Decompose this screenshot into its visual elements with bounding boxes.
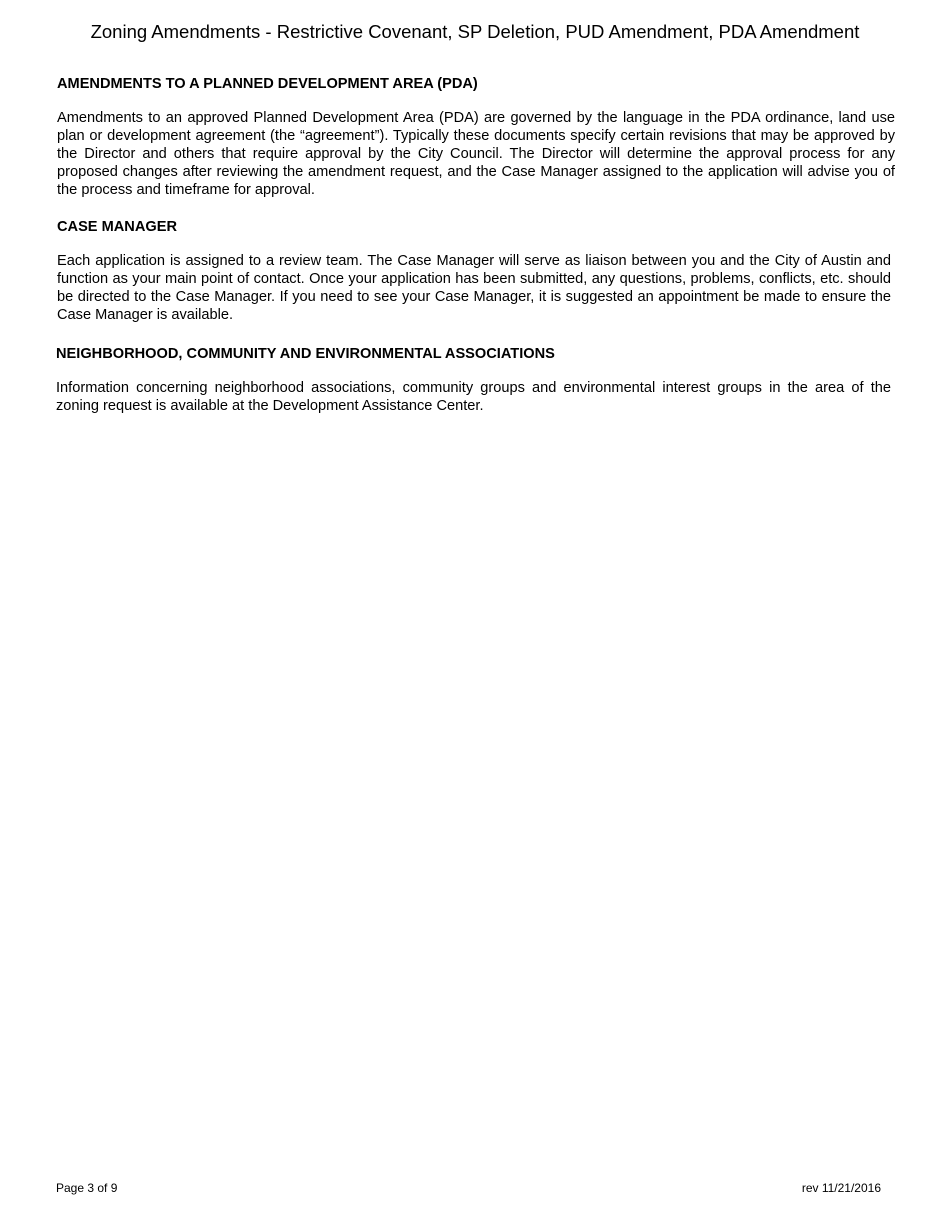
section-associations: [56, 345, 891, 415]
section-body: Information concerning neighborhood associations, community groups and environmental interest groups in the area of the zoning request is available at the Development Assistance Center.: [56, 380, 891, 414]
section-body: Each application is assigned to a review team. The Case Manager will serve as liaison between you and the City of Austin and function as your main point of contact. Once your application has been submitted, any questions, problems, conflicts, etc. should be directed to the Case Manager. If you need to see your Case Manager, it is suggested an appointment be made to ensure the Case Manager is available.: [57, 253, 891, 323]
section-heading: CASE MANAGER: [57, 219, 177, 235]
section-heading: AMENDMENTS TO A PLANNED DEVELOPMENT AREA (PDA): [57, 76, 478, 92]
section-pda-amendments: [57, 75, 895, 199]
page-title: Zoning Amendments - Restrictive Covenant, SP Deletion, PUD Amendment, PDA Amendment: [90, 21, 860, 42]
section-body: Amendments to an approved Planned Development Area (PDA) are governed by the language in the PDA ordinance, land use plan or development agreement (the “agreement”). Typically these documents specify certain revisions that may be approved by the Director and others that require approval by the City Council. The Director will determine the approval process for any proposed changes after reviewing the amendment request, and the Case Manager assigned to the application will advise you of the process and timeframe for approval.: [57, 110, 895, 198]
page-number: Page 3 of 9: [56, 1181, 118, 1195]
section-heading: NEIGHBORHOOD, COMMUNITY AND ENVIRONMENTAL ASSOCIATIONS: [56, 346, 555, 362]
section-case-manager: [57, 218, 891, 324]
revision-date: rev 11/21/2016: [801, 1181, 881, 1195]
